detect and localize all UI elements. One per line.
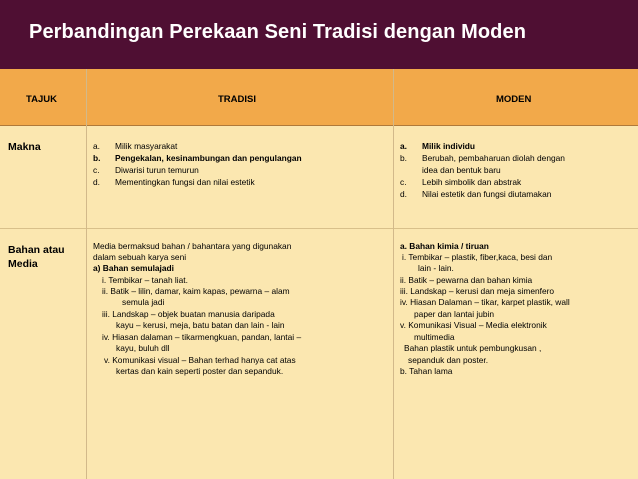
header-moden: MODEN: [496, 94, 532, 105]
list-item: sepanduk dan poster.: [408, 355, 489, 365]
header-tajuk: TAJUK: [26, 94, 57, 105]
list-item: b. Pengekalan, kesinambungan dan pengulangan: [93, 153, 302, 163]
table-header-row: [0, 69, 638, 126]
list-item: kayu, buluh dll: [116, 343, 170, 353]
list-item: kertas dan kain seperti poster dan sepanduk.: [116, 366, 284, 376]
list-item: a. Milik individu: [400, 141, 476, 151]
list-item: c. Diwarisi turun temurun: [93, 165, 199, 175]
list-item: b. Tahan lama: [400, 366, 453, 376]
list-item: c. Lebih simbolik dan abstrak: [400, 177, 522, 187]
list-item: kayu – kerusi, meja, batu batan dan lain - lain: [116, 320, 285, 330]
list-item: i. Tembikar – tanah liat.: [102, 275, 188, 285]
list-item: iv. Hiasan Dalaman – tikar, karpet plastik, wall: [400, 297, 570, 307]
list-item: b. Berubah, pembaharuan diolah dengan: [400, 153, 565, 163]
table-row: [0, 229, 638, 479]
list-item: multimedia: [414, 332, 455, 342]
list-item: i. Tembikar – plastik, fiber,kaca, besi dan: [402, 252, 553, 262]
row-label-bahan: Bahan atau Media: [8, 244, 65, 270]
comparison-table: [0, 69, 638, 479]
list-item: paper dan lantai jubin: [414, 309, 495, 319]
title-bar: [0, 0, 638, 69]
list-item: a) Bahan semulajadi: [93, 263, 174, 273]
list-item: Media bermaksud bahan / bahantara yang digunakan: [93, 241, 292, 251]
list-item: v. Komunikasi Visual – Media elektronik: [400, 320, 547, 330]
table-row: [0, 126, 638, 229]
list-item: iii. Landskap – kerusi dan meja simenfero: [400, 286, 555, 296]
list-item: iii. Landskap – objek buatan manusia daripada: [102, 309, 275, 319]
list-item: semula jadi: [122, 297, 165, 307]
list-item: a. Bahan kimia / tiruan: [400, 241, 489, 251]
slide-title: Perbandingan Perekaan Seni Tradisi dengan Moden: [29, 21, 527, 43]
list-item: ii. Batik – pewarna dan bahan kimia: [400, 275, 533, 285]
list-item: Bahan plastik untuk pembungkusan ,: [404, 343, 542, 353]
list-item: a. Milik masyarakat: [93, 141, 178, 151]
list-item: lain - lain.: [418, 263, 454, 273]
column-divider: [393, 69, 394, 479]
list-item: d. Mementingkan fungsi dan nilai estetik: [93, 177, 255, 187]
header-tradisi: TRADISI: [218, 94, 256, 105]
list-item: v. Komunikasi visual – Bahan terhad hanya cat atas: [104, 355, 296, 365]
list-item: d. Nilai estetik dan fungsi diutamakan: [400, 189, 552, 199]
column-divider: [86, 69, 87, 479]
list-item: dalam sebuah karya seni: [93, 252, 187, 262]
list-item: idea dan bentuk baru: [422, 165, 501, 175]
list-item: ii. Batik – lilin, damar, kaim kapas, pewarna – alam: [102, 286, 290, 296]
list-item: iv. Hiasan dalaman – tikarmengkuan, pandan, lantai –: [102, 332, 302, 342]
row-label-makna: Makna: [8, 141, 41, 153]
